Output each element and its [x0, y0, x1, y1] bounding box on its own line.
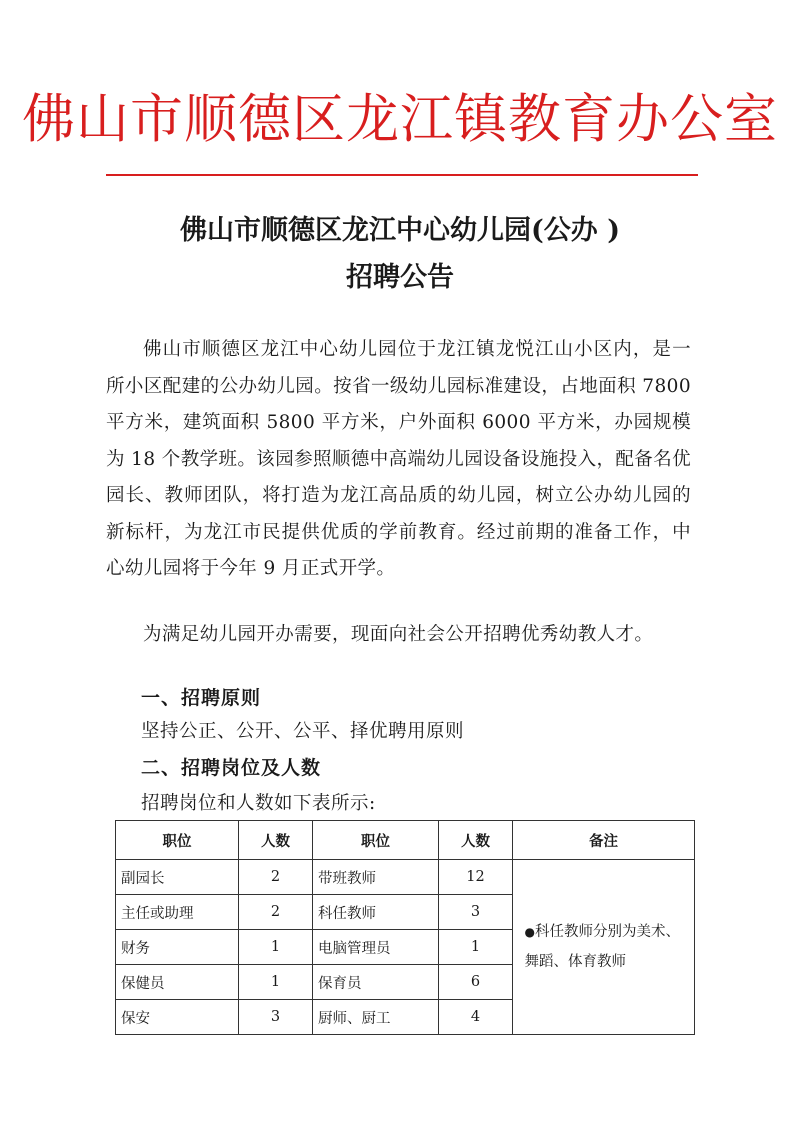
letterhead-title: 佛山市顺德区龙江镇教育办公室 — [22, 89, 778, 150]
table-cell: 厨师、厨工 — [313, 1000, 439, 1035]
table-cell: 2 — [239, 895, 313, 930]
table-header-row — [116, 821, 695, 860]
table-cell: 带班教师 — [313, 860, 439, 895]
notes-text — [525, 917, 683, 977]
table-cell: 1 — [239, 965, 313, 1000]
header-notes: 备注 — [513, 821, 695, 860]
table-cell: 2 — [239, 860, 313, 895]
table-cell: 科任教师 — [313, 895, 439, 930]
header-position-1: 职位 — [116, 821, 239, 860]
letterhead-rule — [106, 174, 698, 176]
notes-content: 科任教师分别为美术、舞蹈、体育教师 — [524, 924, 680, 970]
table-cell: 财务 — [116, 930, 239, 965]
positions-table — [115, 820, 695, 1035]
table-cell: 保育员 — [313, 965, 439, 1000]
intro-paragraph: 佛山市顺德区龙江中心幼儿园位于龙江镇龙悦江山小区内，是一所小区配建的公办幼儿园。按省一级幼儿园标准建设，占地面积 7800 平方米，建筑面积 5800 平方米，户外面积 6000 平方米，办园规模为 18 个教学班。该园参照顺德中高端幼儿园设备设施投入，配备名优园长、教师团队，将打造为龙江高品质的幼儿园，树立公办幼儿园的新标杆，为龙江市民提供优质的学前教育。经过前期的准备工作，中心幼儿园将于今年 9 月正式开学。 — [106, 339, 692, 579]
principles-text: 坚持公正、公开、公平、择优聘用原则 — [141, 721, 465, 742]
table-cell: 副园长 — [116, 860, 239, 895]
table-cell: 4 — [439, 1000, 513, 1035]
notes-cell — [513, 860, 695, 1035]
section-heading-positions: 二、招聘岗位及人数 — [141, 757, 322, 779]
header-count-1: 人数 — [239, 821, 313, 860]
document-subtitle: 招聘公告 — [346, 262, 454, 293]
positions-intro-text: 招聘岗位和人数如下表所示: — [141, 793, 376, 814]
bullet-icon: ● — [524, 925, 535, 939]
table-cell: 3 — [239, 1000, 313, 1035]
table-row — [116, 860, 695, 895]
table-cell: 3 — [439, 895, 513, 930]
section-heading-principles: 一、招聘原则 — [141, 687, 262, 709]
table-cell: 主任或助理 — [116, 895, 239, 930]
table-cell: 保安 — [116, 1000, 239, 1035]
purpose-paragraph: 为满足幼儿园开办需要，现面向社会公开招聘优秀幼教人才。 — [143, 624, 654, 645]
header-position-2: 职位 — [313, 821, 439, 860]
document-title: 佛山市顺德区龙江中心幼儿园(公办 ) — [180, 215, 620, 246]
table-cell: 6 — [439, 965, 513, 1000]
table-cell: 1 — [439, 930, 513, 965]
table-cell: 电脑管理员 — [313, 930, 439, 965]
table-cell: 1 — [239, 930, 313, 965]
table-cell: 保健员 — [116, 965, 239, 1000]
table-cell: 12 — [439, 860, 513, 895]
header-count-2: 人数 — [439, 821, 513, 860]
